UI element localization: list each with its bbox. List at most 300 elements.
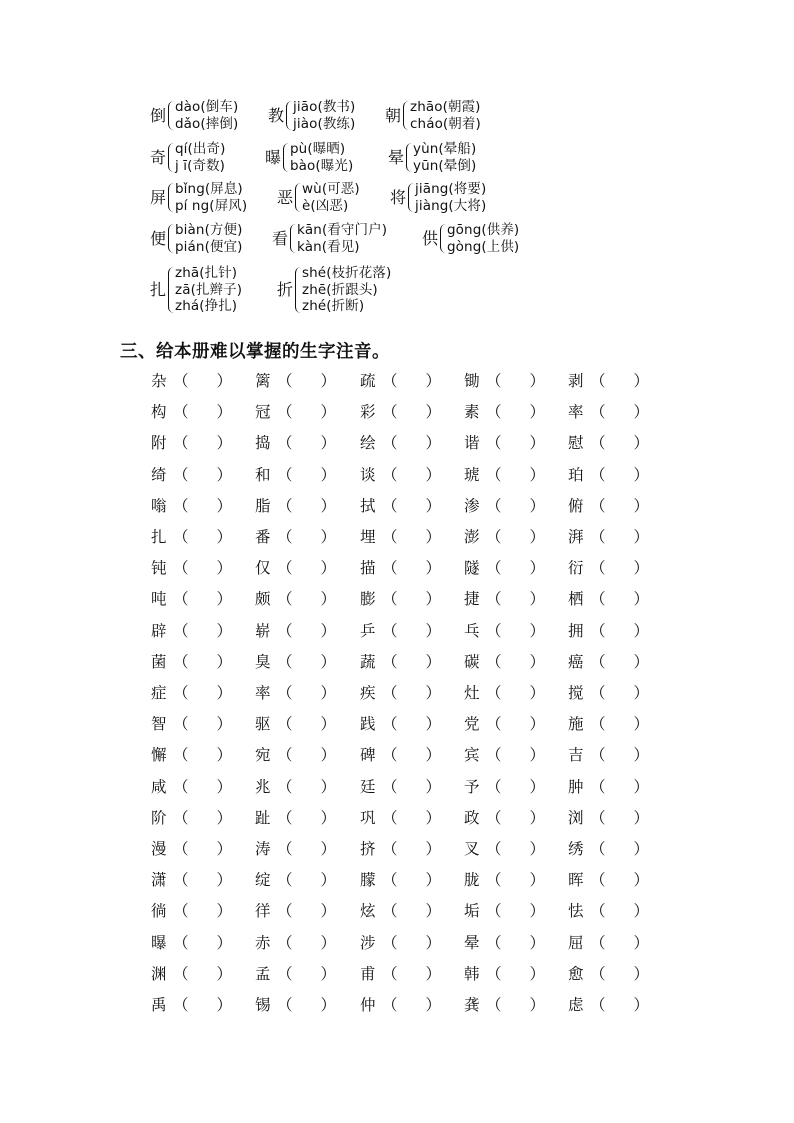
exercise-item	[568, 556, 649, 580]
answer-paren-close: ）	[529, 590, 546, 609]
answer-paren-close: ）	[425, 372, 442, 390]
answer-paren-close: ）	[529, 528, 546, 546]
character: 灶	[464, 684, 480, 702]
answer-paren-close: ）	[216, 465, 233, 484]
polyphone-reading: yūn(晕倒)	[413, 157, 477, 174]
answer-paren-open[interactable]: （	[173, 684, 189, 702]
answer-paren-close: ）	[320, 652, 337, 671]
exercise-row	[151, 712, 671, 736]
exercise-item	[360, 681, 441, 705]
answer-paren-close: ）	[633, 590, 650, 609]
exercise-item	[151, 806, 232, 830]
exercise-item	[568, 712, 649, 736]
answer-paren-open[interactable]: （	[382, 590, 398, 609]
answer-paren-open[interactable]: （	[486, 465, 502, 484]
exercise-item	[255, 369, 336, 393]
left-brace	[290, 224, 296, 253]
character: 慰	[568, 434, 584, 453]
character: 嗡	[151, 496, 167, 515]
exercise-item	[151, 775, 232, 799]
answer-paren-close: ）	[633, 621, 650, 640]
answer-paren-open[interactable]: （	[277, 621, 293, 640]
left-brace	[168, 183, 174, 212]
exercise-row	[151, 993, 671, 1017]
exercise-item	[464, 369, 545, 393]
exercise-row	[151, 681, 671, 705]
exercise-item	[360, 525, 441, 549]
left-brace	[168, 101, 174, 130]
answer-paren-close: ）	[425, 777, 442, 796]
answer-paren-open[interactable]: （	[486, 528, 502, 546]
exercise-item	[464, 712, 545, 736]
exercise-item	[568, 619, 649, 643]
answer-paren-open[interactable]: （	[382, 808, 398, 827]
answer-paren-open[interactable]: （	[277, 996, 293, 1014]
answer-paren-open[interactable]: （	[173, 933, 189, 952]
answer-paren-open[interactable]: （	[590, 746, 606, 765]
answer-paren-close: ）	[633, 808, 650, 827]
answer-paren-close: ）	[216, 746, 233, 765]
character: 叉	[464, 840, 480, 858]
answer-paren-open[interactable]: （	[173, 621, 189, 640]
answer-paren-close: ）	[529, 808, 546, 827]
character: 绽	[255, 871, 271, 890]
character: 扎	[151, 528, 167, 546]
answer-paren-close: ）	[425, 559, 442, 578]
answer-paren-close: ）	[425, 808, 442, 827]
character: 浏	[568, 808, 584, 827]
character: 辟	[151, 621, 167, 640]
answer-paren-open[interactable]: （	[382, 528, 398, 546]
character: 脂	[255, 496, 271, 515]
exercise-item	[255, 681, 336, 705]
answer-paren-open[interactable]: （	[382, 621, 398, 640]
answer-paren-close: ）	[425, 496, 442, 515]
answer-paren-close: ）	[320, 434, 337, 453]
polyphone-reading: kān(看守门户)	[297, 222, 388, 238]
polyphone-readings	[302, 181, 360, 214]
exercise-item	[360, 431, 441, 455]
answer-paren-close: ）	[320, 465, 337, 484]
answer-paren-close: ）	[529, 715, 546, 734]
polyphone-readings	[175, 222, 242, 255]
answer-paren-open[interactable]: （	[173, 496, 189, 515]
polyphone-reading: bǐng(屏息)	[175, 181, 243, 197]
polyphone-reading: zhá(挣扎)	[175, 298, 238, 314]
answer-paren-open[interactable]: （	[590, 777, 606, 796]
answer-paren-open[interactable]: （	[486, 777, 502, 796]
answer-paren-open[interactable]: （	[382, 372, 398, 390]
answer-paren-open[interactable]: （	[486, 902, 502, 921]
answer-paren-open[interactable]: （	[173, 840, 189, 858]
answer-paren-close: ）	[529, 684, 546, 702]
polyphone-reading: jiāo(教书)	[293, 99, 356, 115]
exercise-item	[464, 868, 545, 892]
answer-paren-open[interactable]: （	[590, 621, 606, 640]
character: 咸	[151, 777, 167, 796]
character: 珀	[568, 465, 584, 484]
answer-paren-open[interactable]: （	[382, 496, 398, 515]
exercise-row	[151, 400, 671, 424]
polyphone-reading: yùn(晕船)	[413, 141, 477, 157]
exercise-row	[151, 525, 671, 549]
answer-paren-open[interactable]: （	[382, 652, 398, 671]
polyphone-reading: j ī(奇数)	[175, 157, 226, 174]
exercise-item	[360, 993, 441, 1017]
exercise-item	[568, 993, 649, 1017]
answer-paren-open[interactable]: （	[486, 621, 502, 640]
answer-paren-open[interactable]: （	[173, 434, 189, 453]
answer-paren-open[interactable]: （	[590, 590, 606, 609]
character: 垢	[464, 902, 480, 921]
character: 阶	[151, 808, 167, 827]
exercise-item	[464, 931, 545, 955]
polyphone-char: 曝	[265, 147, 282, 167]
exercise-item	[568, 837, 649, 861]
answer-paren-open[interactable]: （	[590, 528, 606, 546]
answer-paren-open[interactable]: （	[590, 652, 606, 671]
answer-paren-open[interactable]: （	[277, 465, 293, 484]
answer-paren-open[interactable]: （	[173, 403, 189, 422]
exercise-row	[151, 868, 671, 892]
exercise-row	[151, 899, 671, 923]
answer-paren-open[interactable]: （	[590, 933, 606, 952]
character: 率	[568, 403, 584, 422]
answer-paren-open[interactable]: （	[173, 871, 189, 890]
answer-paren-open[interactable]: （	[277, 559, 293, 578]
answer-paren-open[interactable]: （	[277, 871, 293, 890]
answer-paren-close: ）	[320, 777, 337, 796]
answer-paren-open[interactable]: （	[277, 840, 293, 858]
polyphone-readings	[297, 222, 387, 255]
answer-paren-close: ）	[633, 902, 650, 921]
answer-paren-close: ）	[216, 403, 233, 422]
answer-paren-open[interactable]: （	[173, 528, 189, 546]
answer-paren-open[interactable]: （	[486, 403, 502, 422]
answer-paren-open[interactable]: （	[486, 933, 502, 952]
character: 剥	[568, 372, 584, 390]
character: 绘	[360, 434, 376, 453]
answer-paren-close: ）	[633, 684, 650, 702]
answer-paren-open[interactable]: （	[173, 372, 189, 390]
character: 栖	[568, 590, 584, 609]
exercise-item	[360, 837, 441, 861]
exercise-item	[568, 899, 649, 923]
answer-paren-open[interactable]: （	[173, 777, 189, 796]
answer-paren-close: ）	[320, 964, 337, 983]
answer-paren-open[interactable]: （	[382, 777, 398, 796]
answer-paren-open[interactable]: （	[486, 746, 502, 765]
exercise-item	[255, 962, 336, 986]
answer-paren-open[interactable]: （	[590, 996, 606, 1014]
polyphone-reading: zhé(折断)	[302, 298, 365, 314]
answer-paren-close: ）	[320, 902, 337, 921]
character: 附	[151, 434, 167, 453]
answer-paren-open[interactable]: （	[382, 840, 398, 858]
answer-paren-close: ）	[529, 996, 546, 1014]
answer-paren-open[interactable]: （	[486, 496, 502, 515]
polyphone-char: 恶	[277, 187, 294, 207]
character: 碳	[464, 652, 480, 671]
polyphone-group	[385, 99, 481, 132]
answer-paren-close: ）	[633, 996, 650, 1014]
answer-paren-open[interactable]: （	[173, 559, 189, 578]
answer-paren-close: ）	[633, 372, 650, 390]
answer-paren-open[interactable]: （	[277, 528, 293, 546]
answer-paren-open[interactable]: （	[173, 964, 189, 983]
answer-paren-open[interactable]: （	[486, 715, 502, 734]
answer-paren-close: ）	[320, 621, 337, 640]
character: 俯	[568, 496, 584, 515]
exercise-item	[568, 650, 649, 674]
character: 钝	[151, 559, 167, 578]
polyphone-readings	[302, 265, 391, 315]
answer-paren-open[interactable]: （	[173, 652, 189, 671]
answer-paren-open[interactable]: （	[486, 840, 502, 858]
character: 徜	[151, 902, 167, 921]
polyphone-reading: qí(出奇)	[175, 141, 226, 157]
character: 孟	[255, 964, 271, 983]
exercise-item	[464, 837, 545, 861]
answer-paren-open[interactable]: （	[590, 902, 606, 921]
exercise-item	[151, 431, 232, 455]
answer-paren-open[interactable]: （	[590, 871, 606, 890]
answer-paren-open[interactable]: （	[173, 590, 189, 609]
answer-paren-open[interactable]: （	[277, 933, 293, 952]
answer-paren-open[interactable]: （	[382, 434, 398, 453]
exercise-item	[255, 775, 336, 799]
answer-paren-open[interactable]: （	[486, 652, 502, 671]
answer-paren-close: ）	[425, 621, 442, 640]
character: 徉	[255, 902, 271, 921]
answer-paren-open[interactable]: （	[590, 559, 606, 578]
character: 捷	[464, 590, 480, 609]
left-brace	[406, 143, 412, 172]
character: 谐	[464, 434, 480, 453]
exercise-item	[464, 962, 545, 986]
answer-paren-open[interactable]: （	[590, 715, 606, 734]
polyphone-char: 扎	[150, 279, 167, 299]
exercise-item	[464, 743, 545, 767]
exercise-item	[464, 899, 545, 923]
answer-paren-open[interactable]: （	[277, 715, 293, 734]
polyphone-readings	[175, 99, 238, 132]
answer-paren-open[interactable]: （	[277, 652, 293, 671]
answer-paren-open[interactable]: （	[382, 964, 398, 983]
answer-paren-open[interactable]: （	[382, 746, 398, 765]
polyphone-reading: gòng(上供)	[447, 238, 520, 255]
polyphone-readings	[293, 99, 355, 132]
answer-paren-close: ）	[320, 715, 337, 734]
exercise-item	[255, 431, 336, 455]
exercise-item	[151, 556, 232, 580]
answer-paren-close: ）	[425, 684, 442, 702]
answer-paren-open[interactable]: （	[382, 871, 398, 890]
answer-paren-close: ）	[216, 964, 233, 983]
exercise-item	[464, 463, 545, 487]
exercise-item	[568, 463, 649, 487]
answer-paren-open[interactable]: （	[382, 403, 398, 422]
polyphone-reading: cháo(朝着)	[410, 115, 481, 132]
answer-paren-open[interactable]: （	[173, 996, 189, 1014]
polyphone-reading: zhē(折跟头)	[302, 281, 378, 298]
answer-paren-close: ）	[425, 964, 442, 983]
answer-paren-open[interactable]: （	[277, 746, 293, 765]
polyphone-reading: jiāng(将要)	[415, 181, 487, 197]
answer-paren-open[interactable]: （	[486, 590, 502, 609]
answer-paren-close: ）	[320, 559, 337, 578]
exercise-item	[464, 494, 545, 518]
character: 疏	[360, 372, 376, 390]
answer-paren-open[interactable]: （	[277, 434, 293, 453]
character: 乒	[360, 621, 376, 640]
polyphone-reading: shé(枝折花落)	[302, 265, 392, 281]
character: 趾	[255, 808, 271, 827]
answer-paren-open[interactable]: （	[173, 715, 189, 734]
answer-paren-open[interactable]: （	[486, 871, 502, 890]
character: 挤	[360, 840, 376, 858]
exercise-row	[151, 369, 671, 393]
answer-paren-open[interactable]: （	[277, 964, 293, 983]
answer-paren-close: ）	[633, 434, 650, 453]
answer-paren-open[interactable]: （	[173, 902, 189, 921]
answer-paren-open[interactable]: （	[382, 996, 398, 1014]
answer-paren-open[interactable]: （	[382, 559, 398, 578]
answer-paren-open[interactable]: （	[277, 777, 293, 796]
exercise-item	[151, 650, 232, 674]
exercise-item	[568, 587, 649, 611]
character: 驱	[255, 715, 271, 734]
polyphone-group	[390, 181, 486, 214]
answer-paren-close: ）	[425, 528, 442, 546]
polyphone-group	[265, 141, 353, 174]
answer-paren-close: ）	[216, 715, 233, 734]
character: 予	[464, 777, 480, 796]
answer-paren-close: ）	[216, 372, 233, 390]
answer-paren-open[interactable]: （	[590, 434, 606, 453]
answer-paren-open[interactable]: （	[277, 590, 293, 609]
character: 仅	[255, 559, 271, 578]
polyphone-readings	[447, 222, 519, 255]
exercise-row	[151, 431, 671, 455]
polyphone-reading: dào(倒车)	[175, 99, 239, 115]
polyphone-char: 将	[390, 187, 407, 207]
character: 怯	[568, 902, 584, 921]
polyphone-readings	[410, 99, 481, 132]
character: 拥	[568, 621, 584, 640]
answer-paren-open[interactable]: （	[173, 746, 189, 765]
polyphone-char: 屏	[150, 187, 167, 207]
answer-paren-close: ）	[529, 871, 546, 890]
exercise-item	[255, 743, 336, 767]
exercise-item	[151, 587, 232, 611]
answer-paren-close: ）	[425, 746, 442, 765]
left-brace	[168, 267, 174, 313]
answer-paren-close: ）	[216, 528, 233, 546]
answer-paren-open[interactable]: （	[590, 496, 606, 515]
answer-paren-open[interactable]: （	[277, 684, 293, 702]
left-brace	[168, 224, 174, 253]
polyphone-group	[277, 265, 391, 315]
answer-paren-open[interactable]: （	[277, 496, 293, 515]
answer-paren-close: ）	[320, 746, 337, 765]
answer-paren-open[interactable]: （	[382, 684, 398, 702]
answer-paren-close: ）	[529, 621, 546, 640]
answer-paren-close: ）	[216, 902, 233, 921]
exercise-item	[568, 775, 649, 799]
polyphone-char: 看	[272, 228, 289, 248]
polyphone-char: 晕	[388, 147, 405, 167]
answer-paren-open[interactable]: （	[590, 684, 606, 702]
answer-paren-close: ）	[633, 933, 650, 952]
answer-paren-open[interactable]: （	[590, 372, 606, 390]
answer-paren-close: ）	[320, 403, 337, 422]
character: 绣	[568, 840, 584, 858]
character: 颇	[255, 590, 271, 609]
answer-paren-open[interactable]: （	[590, 403, 606, 422]
answer-paren-open[interactable]: （	[590, 465, 606, 484]
answer-paren-open[interactable]: （	[382, 715, 398, 734]
answer-paren-close: ）	[425, 840, 442, 858]
answer-paren-close: ）	[320, 496, 337, 515]
character: 虑	[568, 996, 584, 1014]
answer-paren-close: ）	[216, 496, 233, 515]
answer-paren-open[interactable]: （	[382, 465, 398, 484]
exercise-item	[255, 712, 336, 736]
answer-paren-open[interactable]: （	[382, 933, 398, 952]
exercise-row	[151, 743, 671, 767]
answer-paren-open[interactable]: （	[277, 902, 293, 921]
answer-paren-open[interactable]: （	[486, 434, 502, 453]
answer-paren-close: ）	[320, 528, 337, 546]
answer-paren-close: ）	[633, 528, 650, 546]
answer-paren-open[interactable]: （	[486, 808, 502, 827]
answer-paren-close: ）	[529, 496, 546, 515]
polyphone-reading: pù(曝晒)	[290, 141, 346, 157]
answer-paren-open[interactable]: （	[382, 902, 398, 921]
answer-paren-close: ）	[216, 808, 233, 827]
answer-paren-open[interactable]: （	[486, 964, 502, 983]
answer-paren-open[interactable]: （	[486, 372, 502, 390]
answer-paren-close: ）	[320, 996, 337, 1014]
answer-paren-open[interactable]: （	[173, 465, 189, 484]
answer-paren-open[interactable]: （	[277, 808, 293, 827]
answer-paren-open[interactable]: （	[486, 684, 502, 702]
left-brace	[408, 183, 414, 212]
answer-paren-open[interactable]: （	[590, 840, 606, 858]
answer-paren-close: ）	[425, 403, 442, 422]
answer-paren-open[interactable]: （	[590, 808, 606, 827]
character: 肿	[568, 777, 584, 796]
answer-paren-open[interactable]: （	[277, 403, 293, 422]
character: 政	[464, 808, 480, 827]
answer-paren-open[interactable]: （	[277, 372, 293, 390]
character: 澎	[464, 528, 480, 546]
answer-paren-close: ）	[425, 933, 442, 952]
character: 屈	[568, 933, 584, 952]
answer-paren-open[interactable]: （	[486, 996, 502, 1014]
character: 懈	[151, 746, 167, 765]
exercise-item	[464, 525, 545, 549]
answer-paren-open[interactable]: （	[486, 559, 502, 578]
character: 构	[151, 403, 167, 422]
answer-paren-open[interactable]: （	[590, 964, 606, 983]
polyphone-group	[150, 181, 247, 214]
answer-paren-open[interactable]: （	[173, 808, 189, 827]
exercise-item	[360, 619, 441, 643]
polyphone-reading: dǎo(摔倒)	[175, 115, 239, 132]
exercise-item	[255, 806, 336, 830]
